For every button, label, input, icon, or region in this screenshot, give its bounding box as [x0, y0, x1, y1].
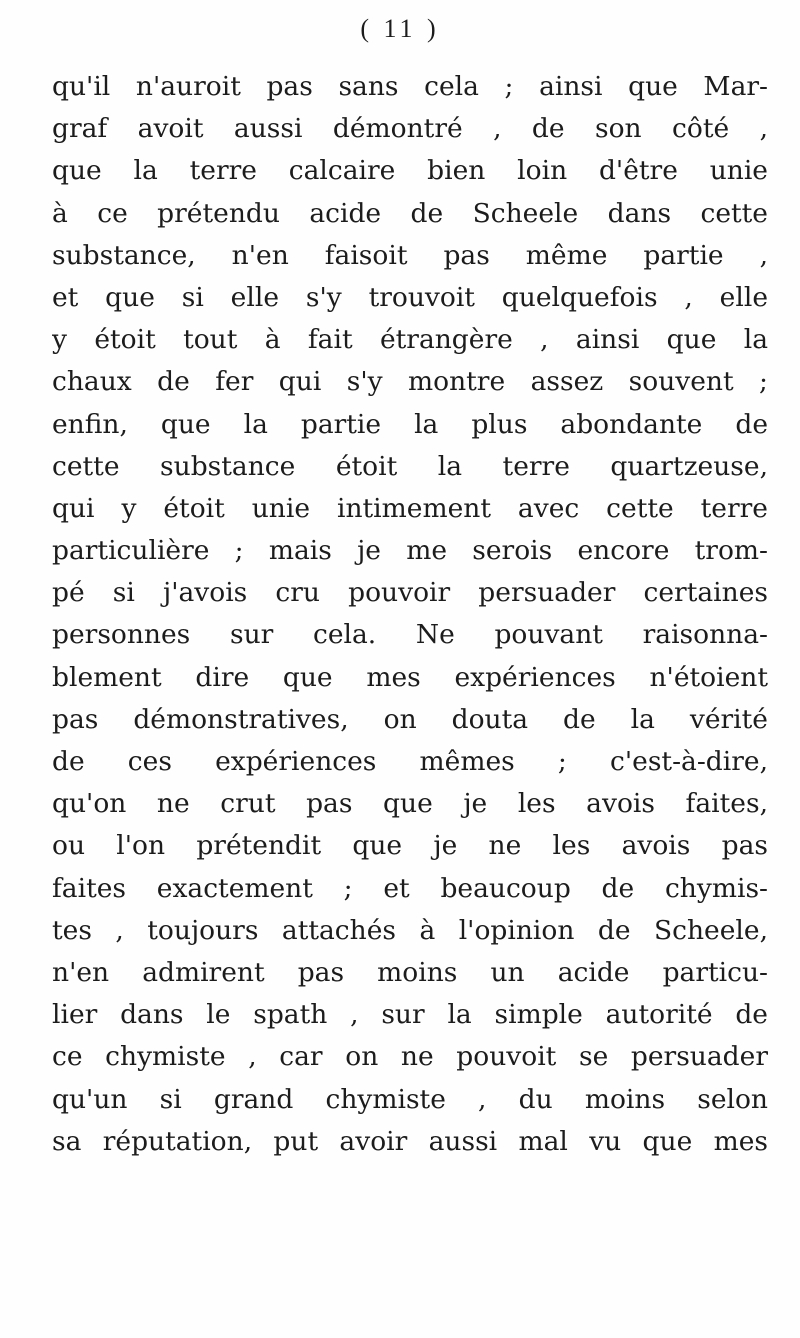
text-line: ce chymiste , car on ne pouvoit se persuader: [52, 1041, 768, 1073]
text-line: graf avoit aussi démontré , de son côté ,: [52, 113, 768, 145]
text-line: personnes sur cela. Ne pouvant raisonna-: [52, 619, 768, 651]
text-line: et que si elle s'y trouvoit quelquefois , elle: [52, 281, 768, 313]
text-line: qui y étoit unie intimement avec cette terre: [52, 492, 768, 524]
text-line: tes , toujours attachés à l'opinion de Scheele,: [52, 914, 768, 946]
text-line: que la terre calcaire bien loin d'être unie: [52, 155, 768, 187]
text-line: blement dire que mes expériences n'étoient: [52, 661, 768, 693]
text-line: pas démonstratives, on douta de la vérité: [52, 703, 768, 735]
body-text: [52, 66, 768, 1163]
text-line: faites exactement ; et beaucoup de chymis-: [52, 872, 768, 904]
text-line: lier dans le spath , sur la simple autorité de: [52, 999, 768, 1031]
text-line: pé si j'avois cru pouvoir persuader certaines: [52, 577, 768, 609]
text-line: substance, n'en faisoit pas même partie ,: [52, 239, 768, 271]
text-line: à ce prétendu acide de Scheele dans cette: [52, 197, 768, 229]
text-line: chaux de fer qui s'y montre assez souvent ;: [52, 366, 768, 398]
text-line: qu'il n'auroit pas sans cela ; ainsi que Mar-: [52, 71, 768, 102]
page-number: ( 11 ): [360, 14, 440, 43]
text-line: y étoit tout à fait étrangère , ainsi que la: [52, 324, 768, 356]
text-line: sa réputation, put avoir aussi mal vu que mes: [52, 1125, 768, 1157]
text-line: ou l'on prétendit que je ne les avois pas: [52, 830, 768, 862]
text-line: enfin, que la partie la plus abondante de: [52, 408, 768, 440]
text-line: cette substance étoit la terre quartzeuse,: [52, 450, 768, 482]
text-line: de ces expériences mêmes ; c'est-à-dire,: [52, 746, 768, 777]
text-line: n'en admirent pas moins un acide particu-: [52, 956, 768, 988]
text-line: qu'un si grand chymiste , du moins selon: [52, 1083, 768, 1115]
text-line: qu'on ne crut pas que je les avois faites,: [52, 788, 768, 820]
text-line: particulière ; mais je me serois encore trom-: [52, 535, 768, 567]
